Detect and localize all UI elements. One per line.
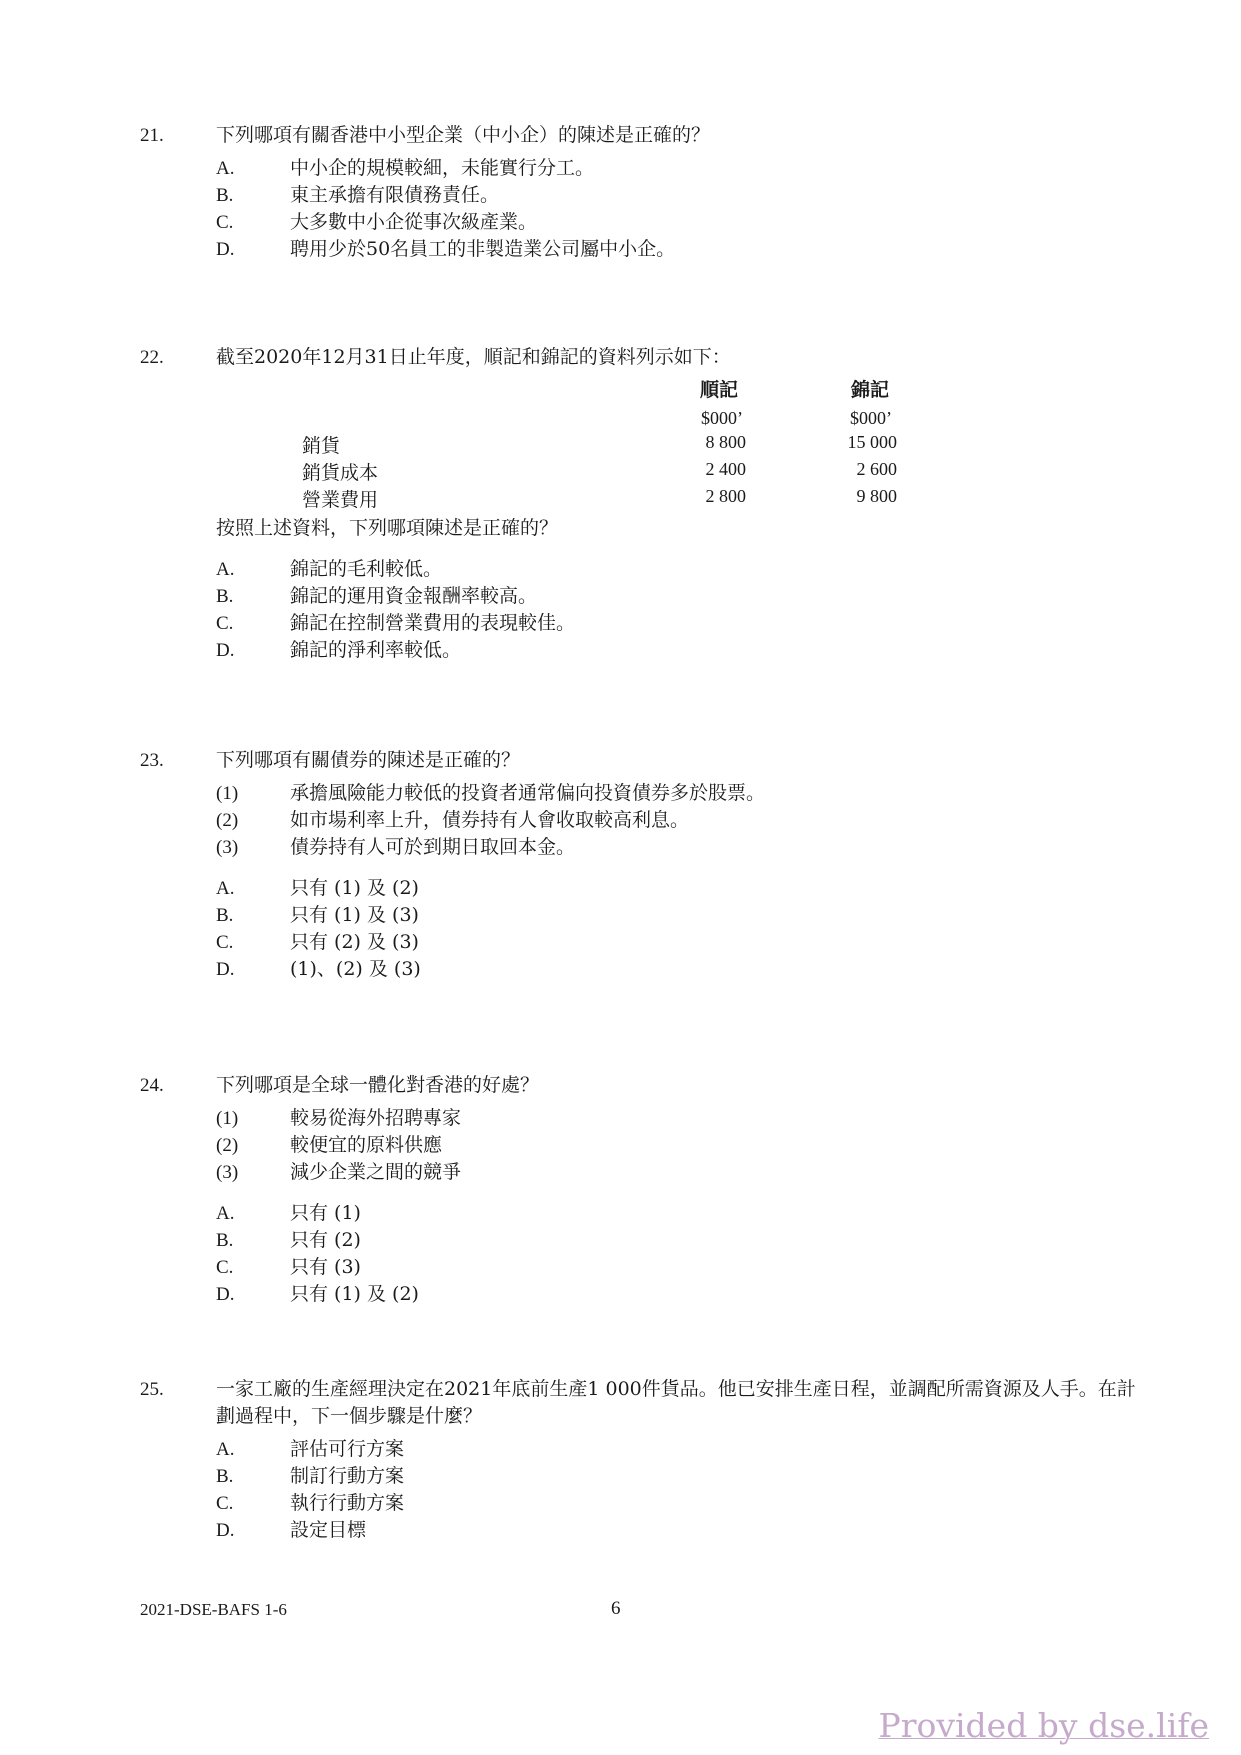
cell-value: 2 800 <box>705 486 746 506</box>
question-text: 一家工廠的生產經理決定在2021年底前生產1 000件貨品。他已安排生產日程，並調配所需資源及人手。在計劃過程中，下一個步驟是什麼？ <box>216 1378 1136 1427</box>
option-b <box>216 182 1140 209</box>
page-number: 6 <box>611 1598 621 1619</box>
answer-options <box>216 556 1140 664</box>
column-header-kam-kee: 錦記 <box>851 379 890 401</box>
statement-number: (2) <box>216 810 239 831</box>
option-a <box>216 875 1140 902</box>
option-b <box>216 583 1140 610</box>
question-number: 23. <box>140 750 164 771</box>
option-c <box>216 209 1140 236</box>
option-letter: A. <box>216 878 235 899</box>
option-letter: D. <box>216 1284 235 1305</box>
question-22 <box>140 344 1140 664</box>
cell-value: 9 800 <box>856 486 897 506</box>
answer-options <box>216 155 1140 263</box>
option-letter: B. <box>216 185 234 206</box>
option-letter: C. <box>216 212 234 233</box>
statement-number: (2) <box>216 1135 239 1156</box>
question-number: 25. <box>140 1379 164 1400</box>
statement-number: (1) <box>216 783 239 804</box>
statement-3 <box>216 834 1140 861</box>
question-number: 24. <box>140 1075 164 1096</box>
option-text: 中小企的規模較細，未能實行分工。 <box>290 157 595 179</box>
question-text: 下列哪項有關香港中小型企業（中小企）的陳述是正確的？ <box>216 124 711 146</box>
option-c <box>216 1254 1140 1281</box>
answer-options <box>216 1436 1140 1544</box>
option-b <box>216 902 1140 929</box>
option-letter: A. <box>216 1439 235 1460</box>
cell-value: 2 400 <box>705 459 746 479</box>
column-header-shun-kee: 順記 <box>700 379 739 401</box>
option-d <box>216 1517 1140 1544</box>
option-text: 制訂行動方案 <box>290 1465 405 1487</box>
option-text: 只有 (2) <box>290 1229 361 1251</box>
option-a <box>216 1200 1140 1227</box>
statement-3 <box>216 1159 1140 1186</box>
option-text: 只有 (1) 及 (2) <box>290 877 419 899</box>
option-text: 評估可行方案 <box>290 1438 405 1460</box>
option-text: 設定目標 <box>290 1519 367 1541</box>
option-text: 只有 (2) 及 (3) <box>290 931 419 953</box>
option-letter: A. <box>216 559 235 580</box>
option-text: 只有 (1) 及 (3) <box>290 904 419 926</box>
followup-question: 按照上述資料，下列哪項陳述是正確的？ <box>216 517 559 539</box>
financial-table <box>140 375 1140 511</box>
statement-text: 如市場利率上升，債券持有人會收取較高利息。 <box>290 809 690 831</box>
option-b <box>216 1463 1140 1490</box>
statement-1 <box>216 780 1140 807</box>
statement-text: 較便宜的原料供應 <box>290 1134 443 1156</box>
option-text: 只有 (1) <box>290 1202 361 1224</box>
option-letter: D. <box>216 640 235 661</box>
question-number: 22. <box>140 347 164 368</box>
option-letter: C. <box>216 932 234 953</box>
option-letter: C. <box>216 1257 234 1278</box>
unit-label: $000’ <box>701 408 743 428</box>
option-a <box>216 1436 1140 1463</box>
option-d <box>216 1281 1140 1308</box>
answer-options <box>216 875 1140 983</box>
statement-list <box>216 1105 1140 1186</box>
answer-options <box>216 1200 1140 1308</box>
option-c <box>216 1490 1140 1517</box>
option-letter: C. <box>216 1493 234 1514</box>
option-c <box>216 929 1140 956</box>
statement-text: 債券持有人可於到期日取回本金。 <box>290 836 576 858</box>
row-label-operating-expenses: 營業費用 <box>302 489 379 511</box>
watermark-link[interactable]: Provided by dse.life <box>878 1706 1209 1745</box>
option-a <box>216 155 1140 182</box>
option-text: 錦記的毛利較低。 <box>290 558 443 580</box>
option-d <box>216 236 1140 263</box>
question-23 <box>140 747 1140 983</box>
question-25 <box>140 1376 1140 1544</box>
option-c <box>216 610 1140 637</box>
option-letter: A. <box>216 1203 235 1224</box>
option-letter: B. <box>216 1466 234 1487</box>
statement-number: (3) <box>216 1162 239 1183</box>
statement-list <box>216 780 1140 861</box>
option-d <box>216 956 1140 983</box>
option-letter: A. <box>216 158 235 179</box>
question-text: 下列哪項有關債券的陳述是正確的？ <box>216 749 521 771</box>
question-text: 截至2020年12月31日止年度，順記和錦記的資料列示如下： <box>216 346 731 368</box>
row-label-sales: 銷貨 <box>302 435 341 457</box>
option-letter: C. <box>216 613 234 634</box>
question-21 <box>140 122 1140 263</box>
option-letter: D. <box>216 239 235 260</box>
option-text: 執行行動方案 <box>290 1492 405 1514</box>
option-letter: D. <box>216 959 235 980</box>
statement-number: (1) <box>216 1108 239 1129</box>
option-letter: D. <box>216 1520 235 1541</box>
question-24 <box>140 1072 1140 1308</box>
option-letter: B. <box>216 905 234 926</box>
unit-label: $000’ <box>850 408 892 428</box>
cell-value: 15 000 <box>847 432 897 452</box>
cell-value: 2 600 <box>856 459 897 479</box>
statement-2 <box>216 807 1140 834</box>
option-text: 錦記的淨利率較低。 <box>290 639 462 661</box>
option-a <box>216 556 1140 583</box>
option-text: 聘用少於50名員工的非製造業公司屬中小企。 <box>290 238 676 260</box>
statement-text: 承擔風險能力較低的投資者通常偏向投資債券多於股票。 <box>290 782 766 804</box>
statement-1 <box>216 1105 1140 1132</box>
option-text: 錦記的運用資金報酬率較高。 <box>290 585 538 607</box>
question-text: 下列哪項是全球一體化對香港的好處？ <box>216 1074 540 1096</box>
option-d <box>216 637 1140 664</box>
cell-value: 8 800 <box>705 432 746 452</box>
option-letter: B. <box>216 586 234 607</box>
option-text: 錦記在控制營業費用的表現較佳。 <box>290 612 576 634</box>
option-text: 東主承擔有限債務責任。 <box>290 184 500 206</box>
option-b <box>216 1227 1140 1254</box>
statement-text: 減少企業之間的競爭 <box>290 1161 462 1183</box>
question-number: 21. <box>140 125 164 146</box>
option-letter: B. <box>216 1230 234 1251</box>
statement-number: (3) <box>216 837 239 858</box>
row-label-cost-of-sales: 銷貨成本 <box>302 462 379 484</box>
option-text: 只有 (3) <box>290 1256 361 1278</box>
option-text: 只有 (1) 及 (2) <box>290 1283 419 1305</box>
exam-paper-code: 2021-DSE-BAFS 1-6 <box>140 1600 287 1619</box>
option-text: 大多數中小企從事次級產業。 <box>290 211 538 233</box>
option-text: (1)、(2) 及 (3) <box>290 958 421 980</box>
statement-text: 較易從海外招聘專家 <box>290 1107 462 1129</box>
statement-2 <box>216 1132 1140 1159</box>
